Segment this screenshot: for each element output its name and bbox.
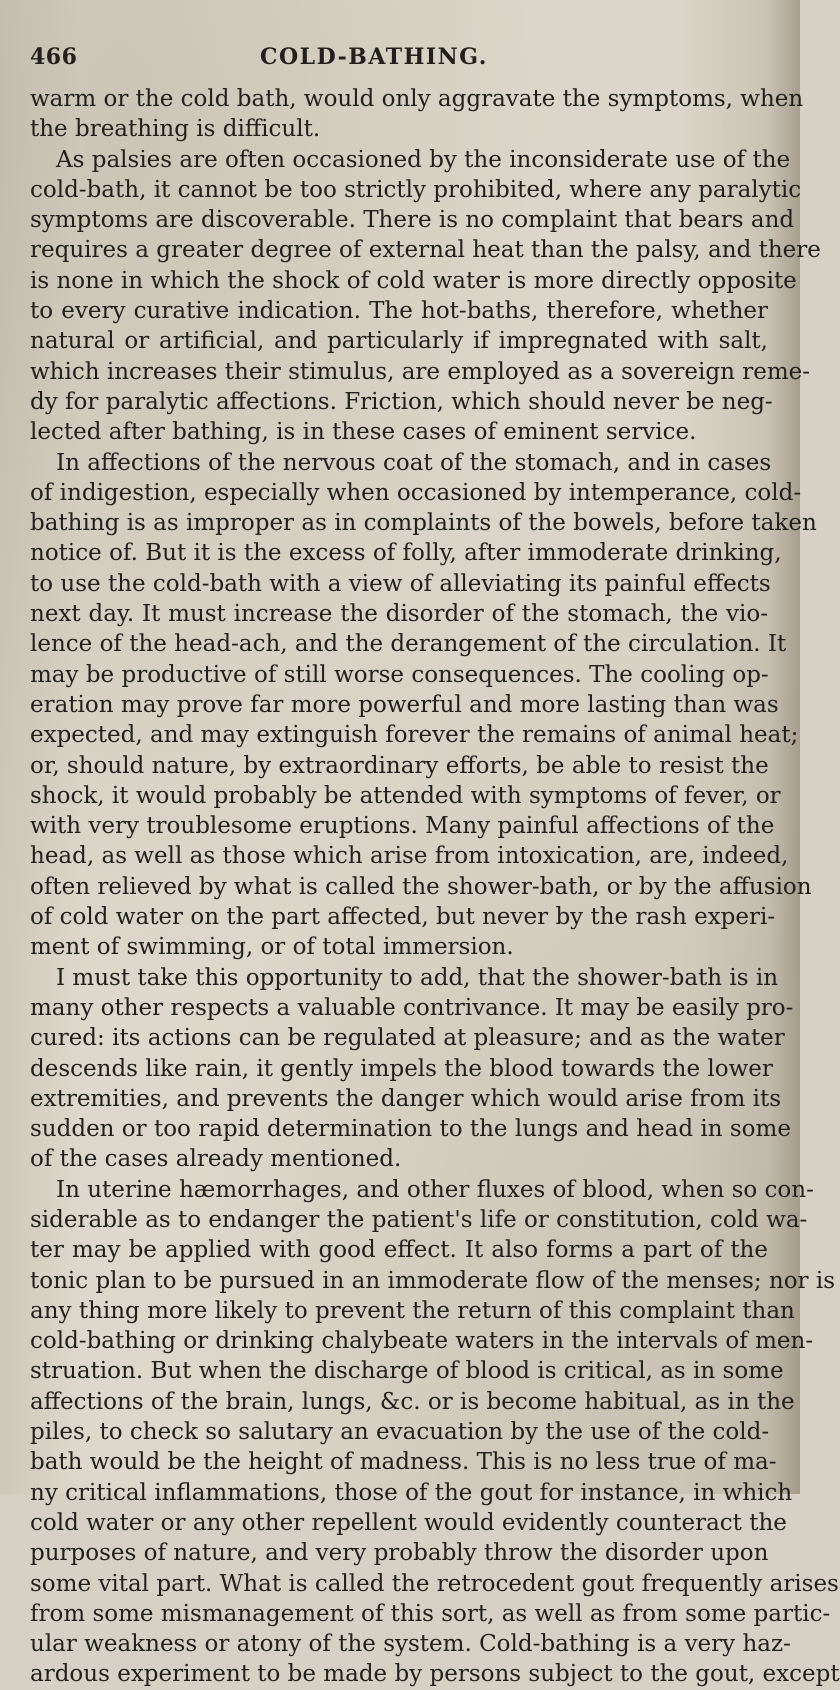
text-line: natural or artificial, and particularly if impregnated with salt, (30, 328, 768, 355)
text-line: to use the cold-bath with a view of alleviating its painful effects (30, 570, 771, 597)
text-line: from some mismanagement of this sort, as well as from some partic- (30, 1600, 831, 1627)
text-line: struation. But when the discharge of blood is critical, as in some (30, 1358, 784, 1385)
text-line: head, as well as those which arise from intoxication, are, indeed, (30, 843, 789, 870)
text-line: lected after bathing, is in these cases of eminent service. (30, 419, 697, 446)
text-line: may be productive of still worse consequences. The cooling op- (30, 661, 769, 688)
text-line: ter may be applied with good effect. It also forms a part of the (30, 1237, 768, 1264)
body-text (30, 84, 840, 1690)
text-line: or, should nature, by extraordinary efforts, be able to resist the (30, 752, 769, 779)
text-line: next day. It must increase the disorder of the stomach, the vio- (30, 601, 768, 628)
text-line: descends like rain, it gently impels the blood towards the lower (30, 1055, 773, 1082)
text-line: ment of swimming, or of total immersion. (30, 934, 514, 961)
text-line: requires a greater degree of external heat than the palsy, and there (30, 237, 821, 264)
text-line: symptoms are discoverable. There is no complaint that bears and (30, 207, 795, 234)
text-line: piles, to check so salutary an evacuation by the use of the cold- (30, 1419, 770, 1446)
text-line: tonic plan to be pursued in an immoderate flow of the menses; nor is (30, 1267, 836, 1294)
text-line: cold water or any other repellent would evidently counteract the (30, 1509, 787, 1536)
text-line: ny critical inflammations, those of the gout for instance, in which (30, 1479, 793, 1506)
text-line: bathing is as improper as in complaints of the bowels, before taken (30, 510, 817, 537)
text-line: ular weakness or atony of the system. Cold-bathing is a very haz- (30, 1631, 791, 1658)
text-line: purposes of nature, and very probably throw the disorder upon (30, 1540, 769, 1567)
text-line: any thing more likely to prevent the return of this complaint than (30, 1297, 795, 1324)
text-line: of cold water on the part affected, but never by the rash experi- (30, 904, 776, 931)
text-line: dy for paralytic affections. Friction, which should never be neg- (30, 388, 773, 415)
text-line: cold-bath, it cannot be too strictly prohibited, where any paralytic (30, 176, 802, 203)
text-line: In affections of the nervous coat of the stomach, and in cases (56, 449, 772, 476)
text-line: shock, it would probably be attended with symptoms of fever, or (30, 782, 781, 809)
text-line: of the cases already mentioned. (30, 1146, 402, 1173)
text-line: which increases their stimulus, are employed as a sovereign reme- (30, 358, 811, 385)
text-line: warm or the cold bath, would only aggravate the symptoms, when (30, 86, 804, 112)
text-line: sudden or too rapid determination to the lungs and head in some (30, 1116, 791, 1143)
text-line: some vital part. What is called the retrocedent gout frequently arises (30, 1570, 839, 1597)
text-line: many other respects a valuable contrivance. It may be easily pro- (30, 994, 794, 1021)
text-line: expected, and may extinguish forever the remains of animal heat; (30, 722, 799, 749)
text-line: As palsies are often occasioned by the inconsiderate use of the (56, 146, 791, 173)
text-line: In uterine hæmorrhages, and other fluxes of blood, when so con- (56, 1176, 814, 1203)
text-line: the breathing is difficult. (30, 116, 321, 143)
text-line: to every curative indication. The hot-baths, therefore, whether (30, 298, 768, 325)
text-line: with very troublesome eruptions. Many painful affections of the (30, 813, 775, 840)
running-head: COLD-BATHING. (260, 44, 488, 70)
page-header (30, 44, 730, 80)
text-line: notice of. But it is the excess of folly, after immoderate drinking, (30, 540, 782, 567)
text-line: lence of the head-ach, and the derangement of the circulation. It (30, 631, 787, 658)
text-line: often relieved by what is called the shower-bath, or by the affusion (30, 873, 812, 900)
text-line: of indigestion, especially when occasioned by intemperance, cold- (30, 479, 802, 506)
text-line: eration may prove far more powerful and more lasting than was (30, 691, 779, 718)
page-number: 466 (30, 44, 78, 70)
text-line: siderable as to endanger the patient's life or constitution, cold wa- (30, 1206, 808, 1233)
text-line: cured: its actions can be regulated at pleasure; and as the water (30, 1025, 785, 1052)
text-line: I must take this opportunity to add, that the shower-bath is in (56, 964, 779, 991)
text-line: is none in which the shock of cold water is more directly opposite (30, 267, 797, 294)
text-line: cold-bathing or drinking chalybeate waters in the intervals of men- (30, 1328, 814, 1355)
text-line: bath would be the height of madness. This is no less true of ma- (30, 1449, 777, 1476)
text-line: extremities, and prevents the danger which would arise from its (30, 1085, 782, 1112)
text-line: affections of the brain, lungs, &c. or is become habitual, as in the (30, 1388, 795, 1415)
text-line: ardous experiment to be made by persons subject to the gout, except (30, 1661, 840, 1688)
